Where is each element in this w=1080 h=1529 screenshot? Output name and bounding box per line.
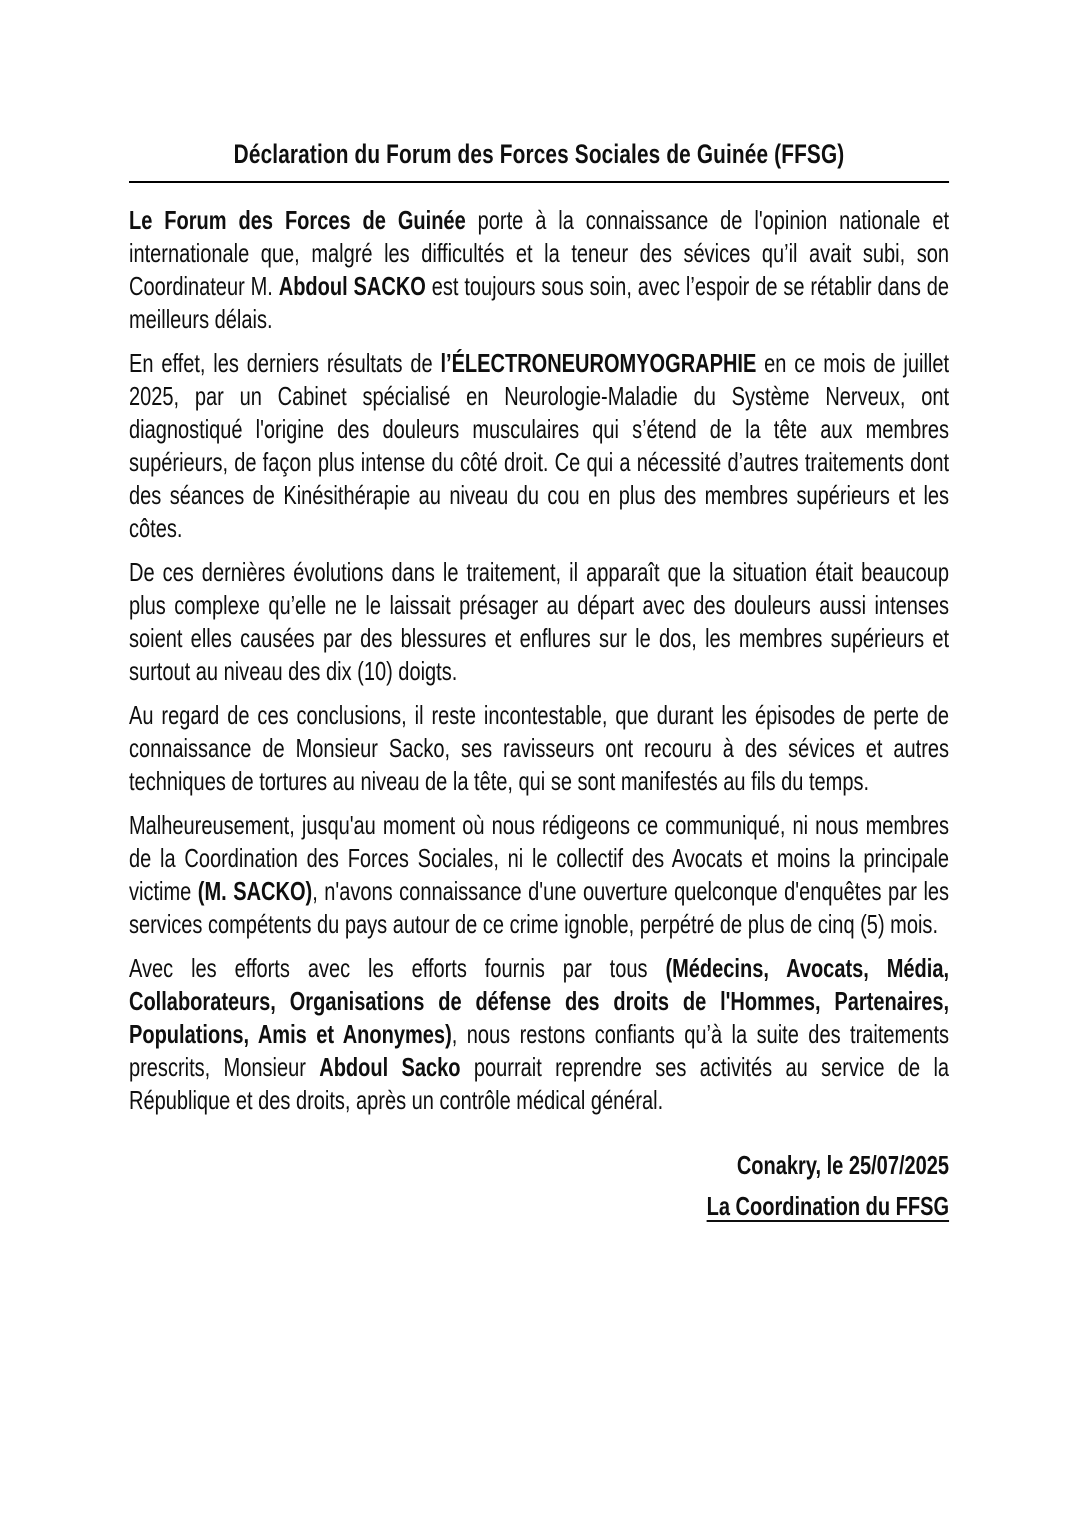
document-content	[129, 138, 949, 1223]
signature-block	[129, 1149, 949, 1223]
body-paragraph-5: Malheureusement, jusqu'au moment où nous rédigeons ce communiqué, ni nous membres de la Coordination des Forces Sociales, ni le collectif des Avocats et moins la principale victime (M. SACKO), n'avons connaissance d'une ouverture quelconque d'enquêtes par les services compétents du pays autour de ce crime ignoble, perpétré de plus de cinq (5) mois.	[129, 810, 950, 939]
body-paragraph-6: Avec les efforts avec les efforts fournis par tous (Médecins, Avocats, Média, Collaborateurs, Organisations de défense des droits de l'Hommes, Partenaires, Populations, Amis et Anonymes), nous restons confiants qu’à la suite des traitements prescrits, Monsieur Abdoul Sacko pourrait reprendre ses activités au service de la République et des droits, après un contrôle médical général.	[129, 953, 950, 1115]
signature-organization: La Coordination du FFSG	[706, 1191, 950, 1221]
body-paragraph-2: En effet, les derniers résultats de l’ÉLECTRONEUROMYOGRAPHIE en ce mois de juillet 2025, par un Cabinet spécialisé en Neurologie-Maladie du Système Nerveux, ont diagnostiqué l'origine des douleurs musculaires qui s’étend de la tête aux membres supérieurs, de façon plus intense du côté droit. Ce qui a nécessité d’autres traitements dont des séances de Kinésithérapie au niveau du cou en plus des membres supérieurs et les côtes.	[129, 348, 950, 543]
body-paragraph-4: Au regard de ces conclusions, il reste incontestable, que durant les épisodes de perte de connaissance de Monsieur Sacko, ses ravisseurs ont recouru à des sévices et autres techniques de tortures au niveau de la tête, qui se sont manifestés au fils du temps.	[129, 700, 950, 796]
page-title: Déclaration du Forum des Forces Sociales de Guinée (FFSG)	[129, 138, 949, 183]
body-paragraph-1: Le Forum des Forces de Guinée porte à la connaissance de l'opinion nationale et internationale que, malgré les difficultés et la teneur des sévices qu’il avait subi, son Coordinateur M. Abdoul SACKO est toujours sous soin, avec l’espoir de se rétablir dans de meilleurs délais.	[129, 205, 950, 334]
signature-place-date: Conakry, le 25/07/2025	[736, 1150, 950, 1180]
body-paragraph-3: De ces dernières évolutions dans le traitement, il apparaît que la situation était beaucoup plus complexe qu’elle ne le laissait présager au départ avec des douleurs aussi intenses soient elles causées par des blessures et enflures sur le dos, les membres supérieurs et surtout au niveau des dix (10) doigts.	[129, 557, 950, 686]
